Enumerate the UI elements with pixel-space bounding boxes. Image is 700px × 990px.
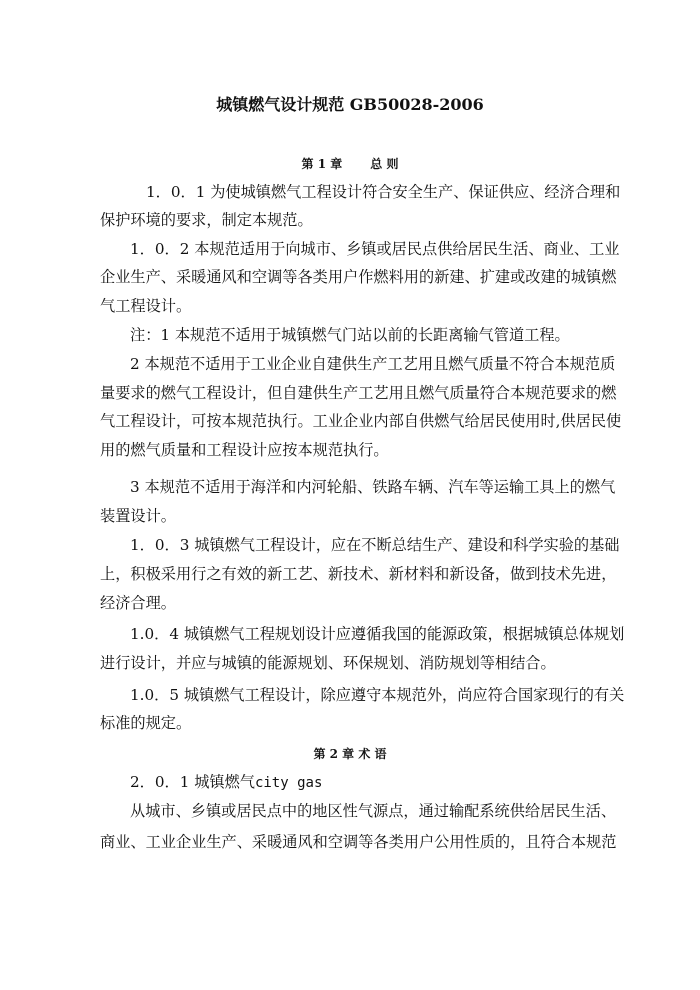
text-line: 气工程设计。 [100, 297, 192, 315]
text-line: 1．0．2 本规范适用于向城市、乡镇或居民点供给居民生活、商业、工业 [130, 240, 620, 258]
text-line: 商业、工业企业生产、采暖通风和空调等各类用户公用性质的，且符合本规范 [100, 833, 617, 851]
chapter-1-name: 总 则 [370, 157, 399, 171]
text-line: 量要求的燃气工程设计，但自建供生产工艺用且燃气质量符合本规范要求的燃 [100, 384, 617, 402]
text-line: 上，积极采用行之有效的新工艺、新技术、新材料和新设备，做到技术先进， [100, 565, 617, 583]
term-english: city gas [254, 775, 323, 791]
chapter-1-number: 第 1 章 [301, 157, 343, 171]
text-line: 1．0．3 城镇燃气工程设计，应在不断总结生产、建设和科学实验的基础 [130, 536, 620, 554]
chapter-1-heading [0, 155, 700, 172]
term-label: 2．0．1 城镇燃气 [130, 773, 255, 791]
chapter-2-heading: 第 2 章 术 语 [313, 747, 387, 761]
text-line: 进行设计，并应与城镇的能源规划、环保规划、消防规划等相结合。 [100, 654, 556, 672]
term-line [130, 771, 322, 792]
text-line: 2 本规范不适用于工业企业自建供生产工艺用且燃气质量不符合本规范质 [130, 355, 616, 373]
text-line: 保护环境的要求，制定本规范。 [100, 211, 313, 229]
text-line: 3 本规范不适用于海洋和内河轮船、铁路车辆、汽车等运输工具上的燃气 [130, 478, 616, 496]
text-line: 企业生产、采暖通风和空调等各类用户作燃料用的新建、扩建或改建的城镇燃 [100, 268, 617, 286]
text-line: 1.0．4 城镇燃气工程规划设计应遵循我国的能源政策，根据城镇总体规划 [130, 625, 625, 643]
text-line: 注：1 本规范不适用于城镇燃气门站以前的长距离输气管道工程。 [130, 326, 570, 344]
text-line: 从城市、乡镇或居民点中的地区性气源点，通过输配系统供给居民生活、 [130, 802, 616, 820]
document-title: 城镇燃气设计规范 GB50028-2006 [216, 95, 484, 114]
text-line: 1.0．5 城镇燃气工程设计，除应遵守本规范外，尚应符合国家现行的有关 [130, 686, 625, 704]
text-line: 经济合理。 [100, 594, 176, 612]
text-line: 装置设计。 [100, 507, 176, 525]
text-line: 1．0．1 为使城镇燃气工程设计符合安全生产、保证供应、经济合理和 [146, 183, 621, 201]
text-line: 标准的规定。 [100, 714, 192, 732]
text-line: 气工程设计，可按本规范执行。工业企业内部自供燃气给居民使用时,供居民使 [100, 412, 622, 430]
text-line: 用的燃气质量和工程设计应按本规范执行。 [100, 441, 389, 459]
